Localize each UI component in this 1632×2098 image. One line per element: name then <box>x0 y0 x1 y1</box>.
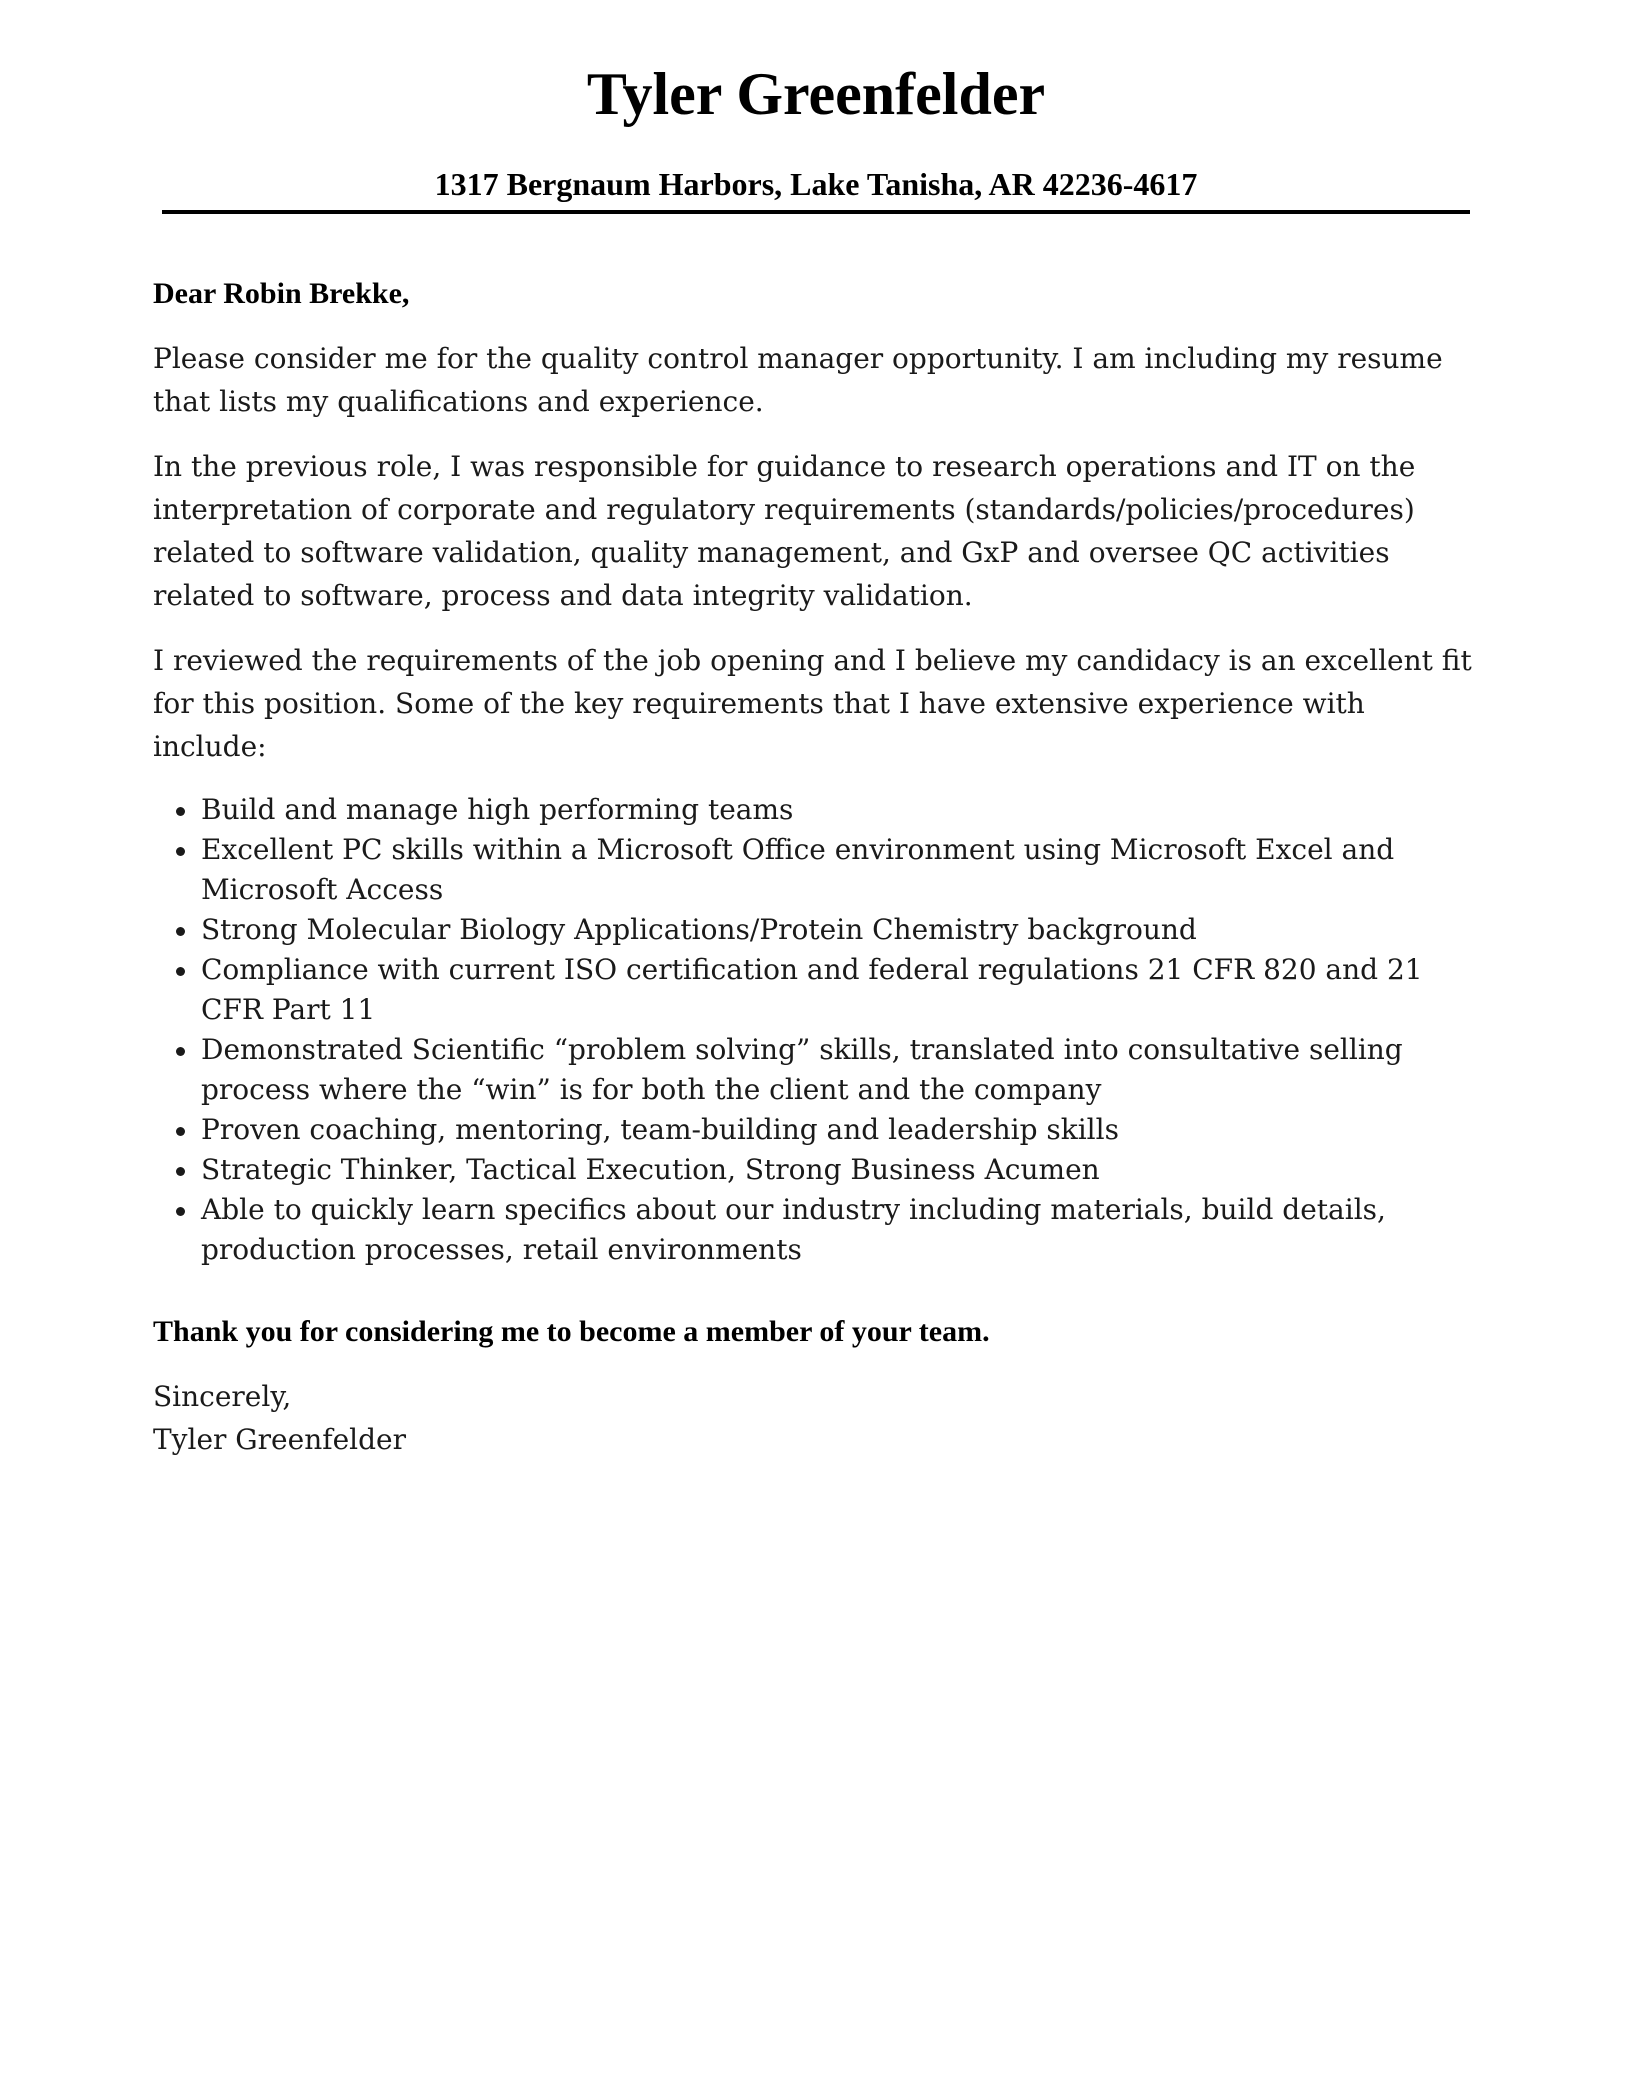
list-item <box>153 1190 1478 1270</box>
list-item <box>153 790 1478 830</box>
header-divider <box>162 210 1470 214</box>
bullet-icon <box>176 807 185 816</box>
paragraph-intro: Please consider me for the quality control manager opportunity. I am including my resume that lists my qualifications and experience. <box>153 342 1443 418</box>
list-item-text: Strong Molecular Biology Applications/Protein Chemistry background <box>201 913 1197 946</box>
list-item-text: Build and manage high performing teams <box>201 793 794 826</box>
list-item-text: Compliance with current ISO certification and federal regulations 21 CFR 820 and 21 CFR Part 11 <box>201 953 1423 1026</box>
bullet-icon <box>176 967 185 976</box>
paragraph-previous-role: In the previous role, I was responsible for guidance to research operations and IT on the interpretation of corporate and regulatory requirements (standards/policies/procedures) related to software validation, quality management, and GxP and oversee QC activities related to software, process and data integrity validation. <box>153 450 1416 612</box>
list-item-text: Demonstrated Scientific “problem solving” skills, translated into consultative selling process where the “win” is for both the client and the company <box>201 1033 1403 1106</box>
bullet-icon <box>176 847 185 856</box>
bullet-icon <box>176 927 185 936</box>
letter-body <box>153 272 1478 1461</box>
list-item-text: Proven coaching, mentoring, team-building and leadership skills <box>201 1113 1119 1146</box>
applicant-name: Tyler Greenfelder <box>586 61 1046 127</box>
bullet-icon <box>176 1047 185 1056</box>
applicant-address: 1317 Bergnaum Harbors, Lake Tanisha, AR 42236-4617 <box>434 166 1198 202</box>
bullet-icon <box>176 1207 185 1216</box>
list-item <box>153 1110 1478 1150</box>
signature-name: Tyler Greenfelder <box>153 1423 406 1456</box>
bullet-icon <box>176 1167 185 1176</box>
bullet-icon <box>176 1127 185 1136</box>
closing-line: Thank you for considering me to become a member of your team. <box>153 1315 990 1348</box>
experience-list <box>153 790 1478 1270</box>
salutation: Dear Robin Brekke, <box>153 277 410 310</box>
paragraph-requirements: I reviewed the requirements of the job opening and I believe my candidacy is an excellent fit for this position. Some of the key requirements that I have extensive experience with include: <box>153 644 1472 763</box>
signoff: Sincerely, <box>153 1380 292 1413</box>
list-item <box>153 830 1478 910</box>
list-item <box>153 1150 1478 1190</box>
list-item-text: Strategic Thinker, Tactical Execution, Strong Business Acumen <box>201 1153 1100 1186</box>
list-item <box>153 910 1478 950</box>
list-item <box>153 1030 1478 1110</box>
list-item <box>153 950 1478 1030</box>
list-item-text: Excellent PC skills within a Microsoft Office environment using Microsoft Excel and Microsoft Access <box>201 833 1395 906</box>
list-item-text: Able to quickly learn specifics about our industry including materials, build details, production processes, retail environments <box>201 1193 1386 1266</box>
